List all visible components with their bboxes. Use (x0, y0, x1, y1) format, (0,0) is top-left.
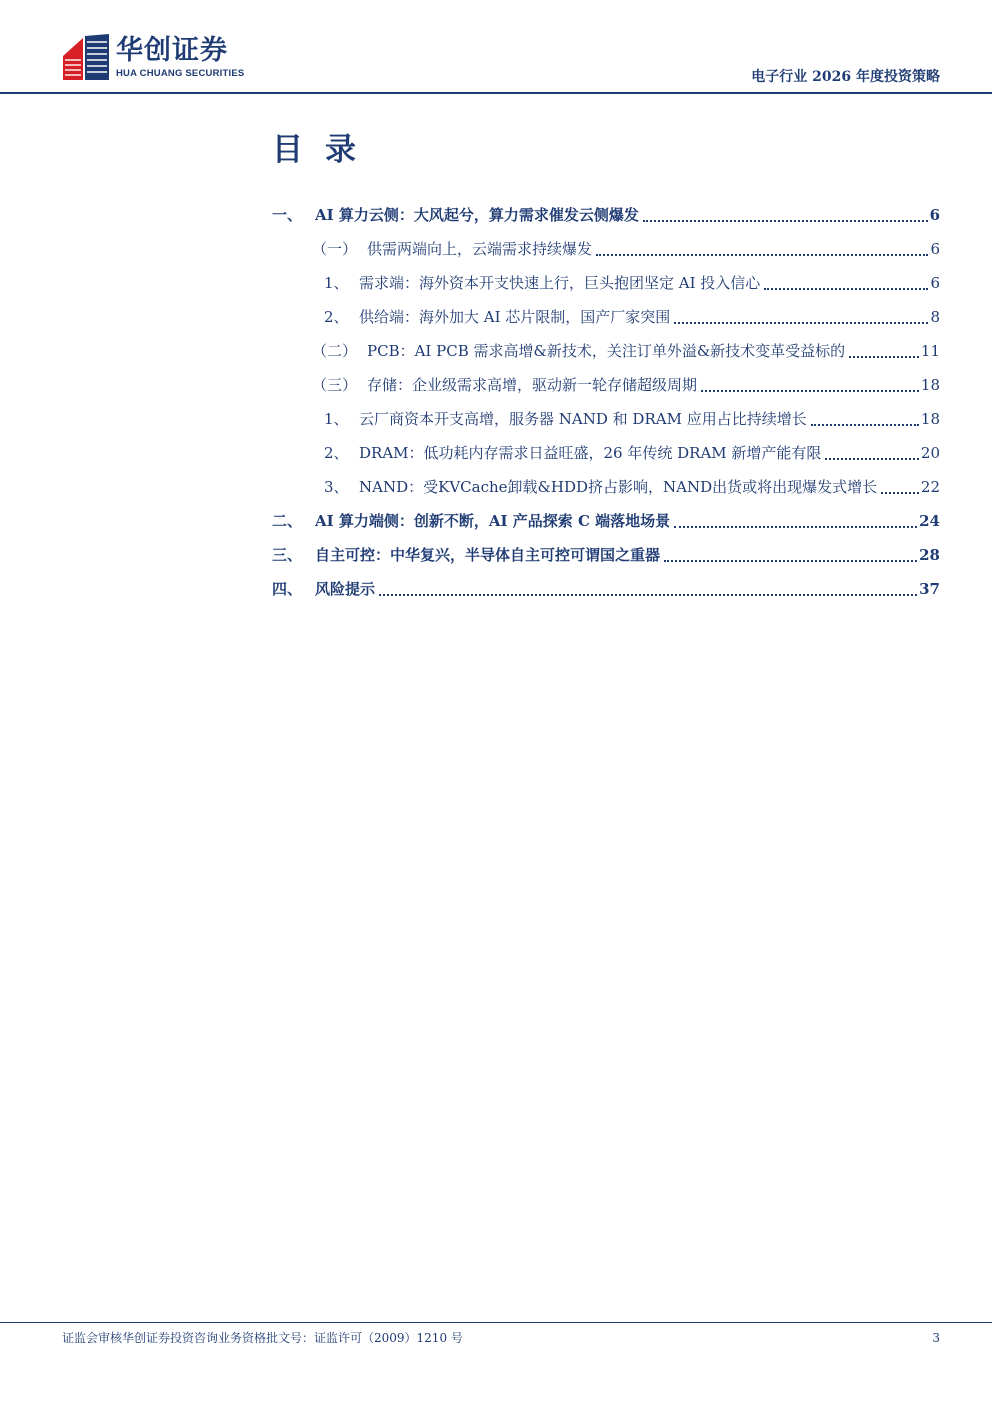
toc-entry-label: 供需两端向上，云端需求持续爆发 (367, 240, 593, 258)
toc-entry-label: 需求端：海外资本开支快速上行，巨头抱团坚定 AI 投入信心 (359, 274, 761, 292)
toc-dot-leader (643, 206, 928, 222)
toc-entry-number: 1、 (324, 410, 349, 428)
toc-entry-label: 云厂商资本开支高增，服务器 NAND 和 DRAM 应用占比持续增长 (359, 410, 807, 428)
toc-entry-page: 6 (930, 240, 940, 258)
toc-entry-page: 20 (920, 444, 940, 462)
toc-entry-label: 自主可控：中华复兴，半导体自主可控可谓国之重器 (315, 546, 661, 564)
toc-entry-label: 风险提示 (315, 580, 376, 598)
toc-entry-label: DRAM：低功耗内存需求日益旺盛，26 年传统 DRAM 新增产能有限 (359, 444, 822, 462)
toc-entry[interactable] (272, 266, 940, 300)
toc-entry-page: 11 (920, 342, 940, 360)
toc-dot-leader (701, 376, 919, 392)
toc-dot-leader (881, 478, 919, 494)
toc-entry-label: AI 算力云侧：大风起兮，算力需求催发云侧爆发 (315, 206, 639, 224)
toc-heading: 目录 (272, 132, 378, 168)
toc-dot-leader (596, 240, 928, 256)
toc-entry-page: 22 (920, 478, 940, 496)
toc-entry-page: 28 (919, 546, 940, 564)
toc-entry-label: 供给端：海外加大 AI 芯片限制，国产厂家突围 (359, 308, 671, 326)
toc-entry-page: 8 (930, 308, 940, 326)
footer-divider (0, 1322, 992, 1323)
report-title: 电子行业 2026 年度投资策略 (751, 69, 940, 85)
toc-entry-number: 2、 (324, 308, 349, 326)
page-number: 3 (932, 1331, 940, 1345)
toc-entry-number: 1、 (324, 274, 349, 292)
toc-entry-page: 18 (920, 376, 940, 394)
toc-entry-number: 二、 (272, 512, 303, 530)
toc-dot-leader (674, 308, 928, 324)
toc-entry-number: 一、 (272, 206, 303, 224)
toc-entry[interactable] (272, 504, 940, 538)
toc-entry-label: AI 算力端侧：创新不断，AI 产品探索 C 端落地场景 (315, 512, 671, 530)
toc-entry-number: 3、 (324, 478, 349, 496)
toc-entry[interactable] (272, 538, 940, 572)
toc-entry[interactable] (272, 436, 940, 470)
footer-license: 证监会审核华创证券投资咨询业务资格批文号：证监许可（2009）1210 号 (62, 1331, 463, 1345)
toc-entry-label: PCB：AI PCB 需求高增&新技术，关注订单外溢&新技术变革受益标的 (367, 342, 846, 360)
toc-entry[interactable] (272, 470, 940, 504)
toc-dot-leader (811, 410, 919, 426)
toc-entry-label: NAND：受KVCache卸载&HDD挤占影响，NAND出货或将出现爆发式增长 (359, 478, 878, 496)
huachuang-logo-icon (63, 34, 109, 80)
toc-entry-page: 37 (919, 580, 940, 598)
toc-dot-leader (764, 274, 928, 290)
toc-entry-number: 2、 (324, 444, 349, 462)
toc-entry-page: 6 (929, 206, 940, 224)
toc-dot-leader (674, 512, 917, 528)
toc-entry-label: 存储：企业级需求高增，驱动新一轮存储超级周期 (367, 376, 698, 394)
toc-entry-page: 18 (920, 410, 940, 428)
toc-dot-leader (379, 580, 917, 596)
toc-dot-leader (849, 342, 919, 358)
toc-entry-page: 6 (930, 274, 940, 292)
toc-dot-leader (825, 444, 918, 460)
toc-entry[interactable] (272, 572, 940, 606)
toc-entry-number: （三） (312, 376, 358, 394)
toc-entry-number: （二） (312, 342, 358, 360)
toc-entry[interactable] (272, 368, 940, 402)
toc-entry[interactable] (272, 402, 940, 436)
toc-entry-number: 四、 (272, 580, 303, 598)
logo-text-cn: 华创证券 (116, 35, 228, 66)
toc-entry-number: （一） (312, 240, 358, 258)
toc-entry[interactable] (272, 198, 940, 232)
toc-entry[interactable] (272, 300, 940, 334)
toc-entry[interactable] (272, 334, 940, 368)
toc-entry-page: 24 (919, 512, 940, 530)
toc-entry-number: 三、 (272, 546, 303, 564)
toc-entry[interactable] (272, 232, 940, 266)
logo-text-en: HUA CHUANG SECURITIES (116, 68, 245, 79)
page-header (0, 0, 992, 96)
header-divider (0, 92, 992, 94)
toc-dot-leader (664, 546, 917, 562)
